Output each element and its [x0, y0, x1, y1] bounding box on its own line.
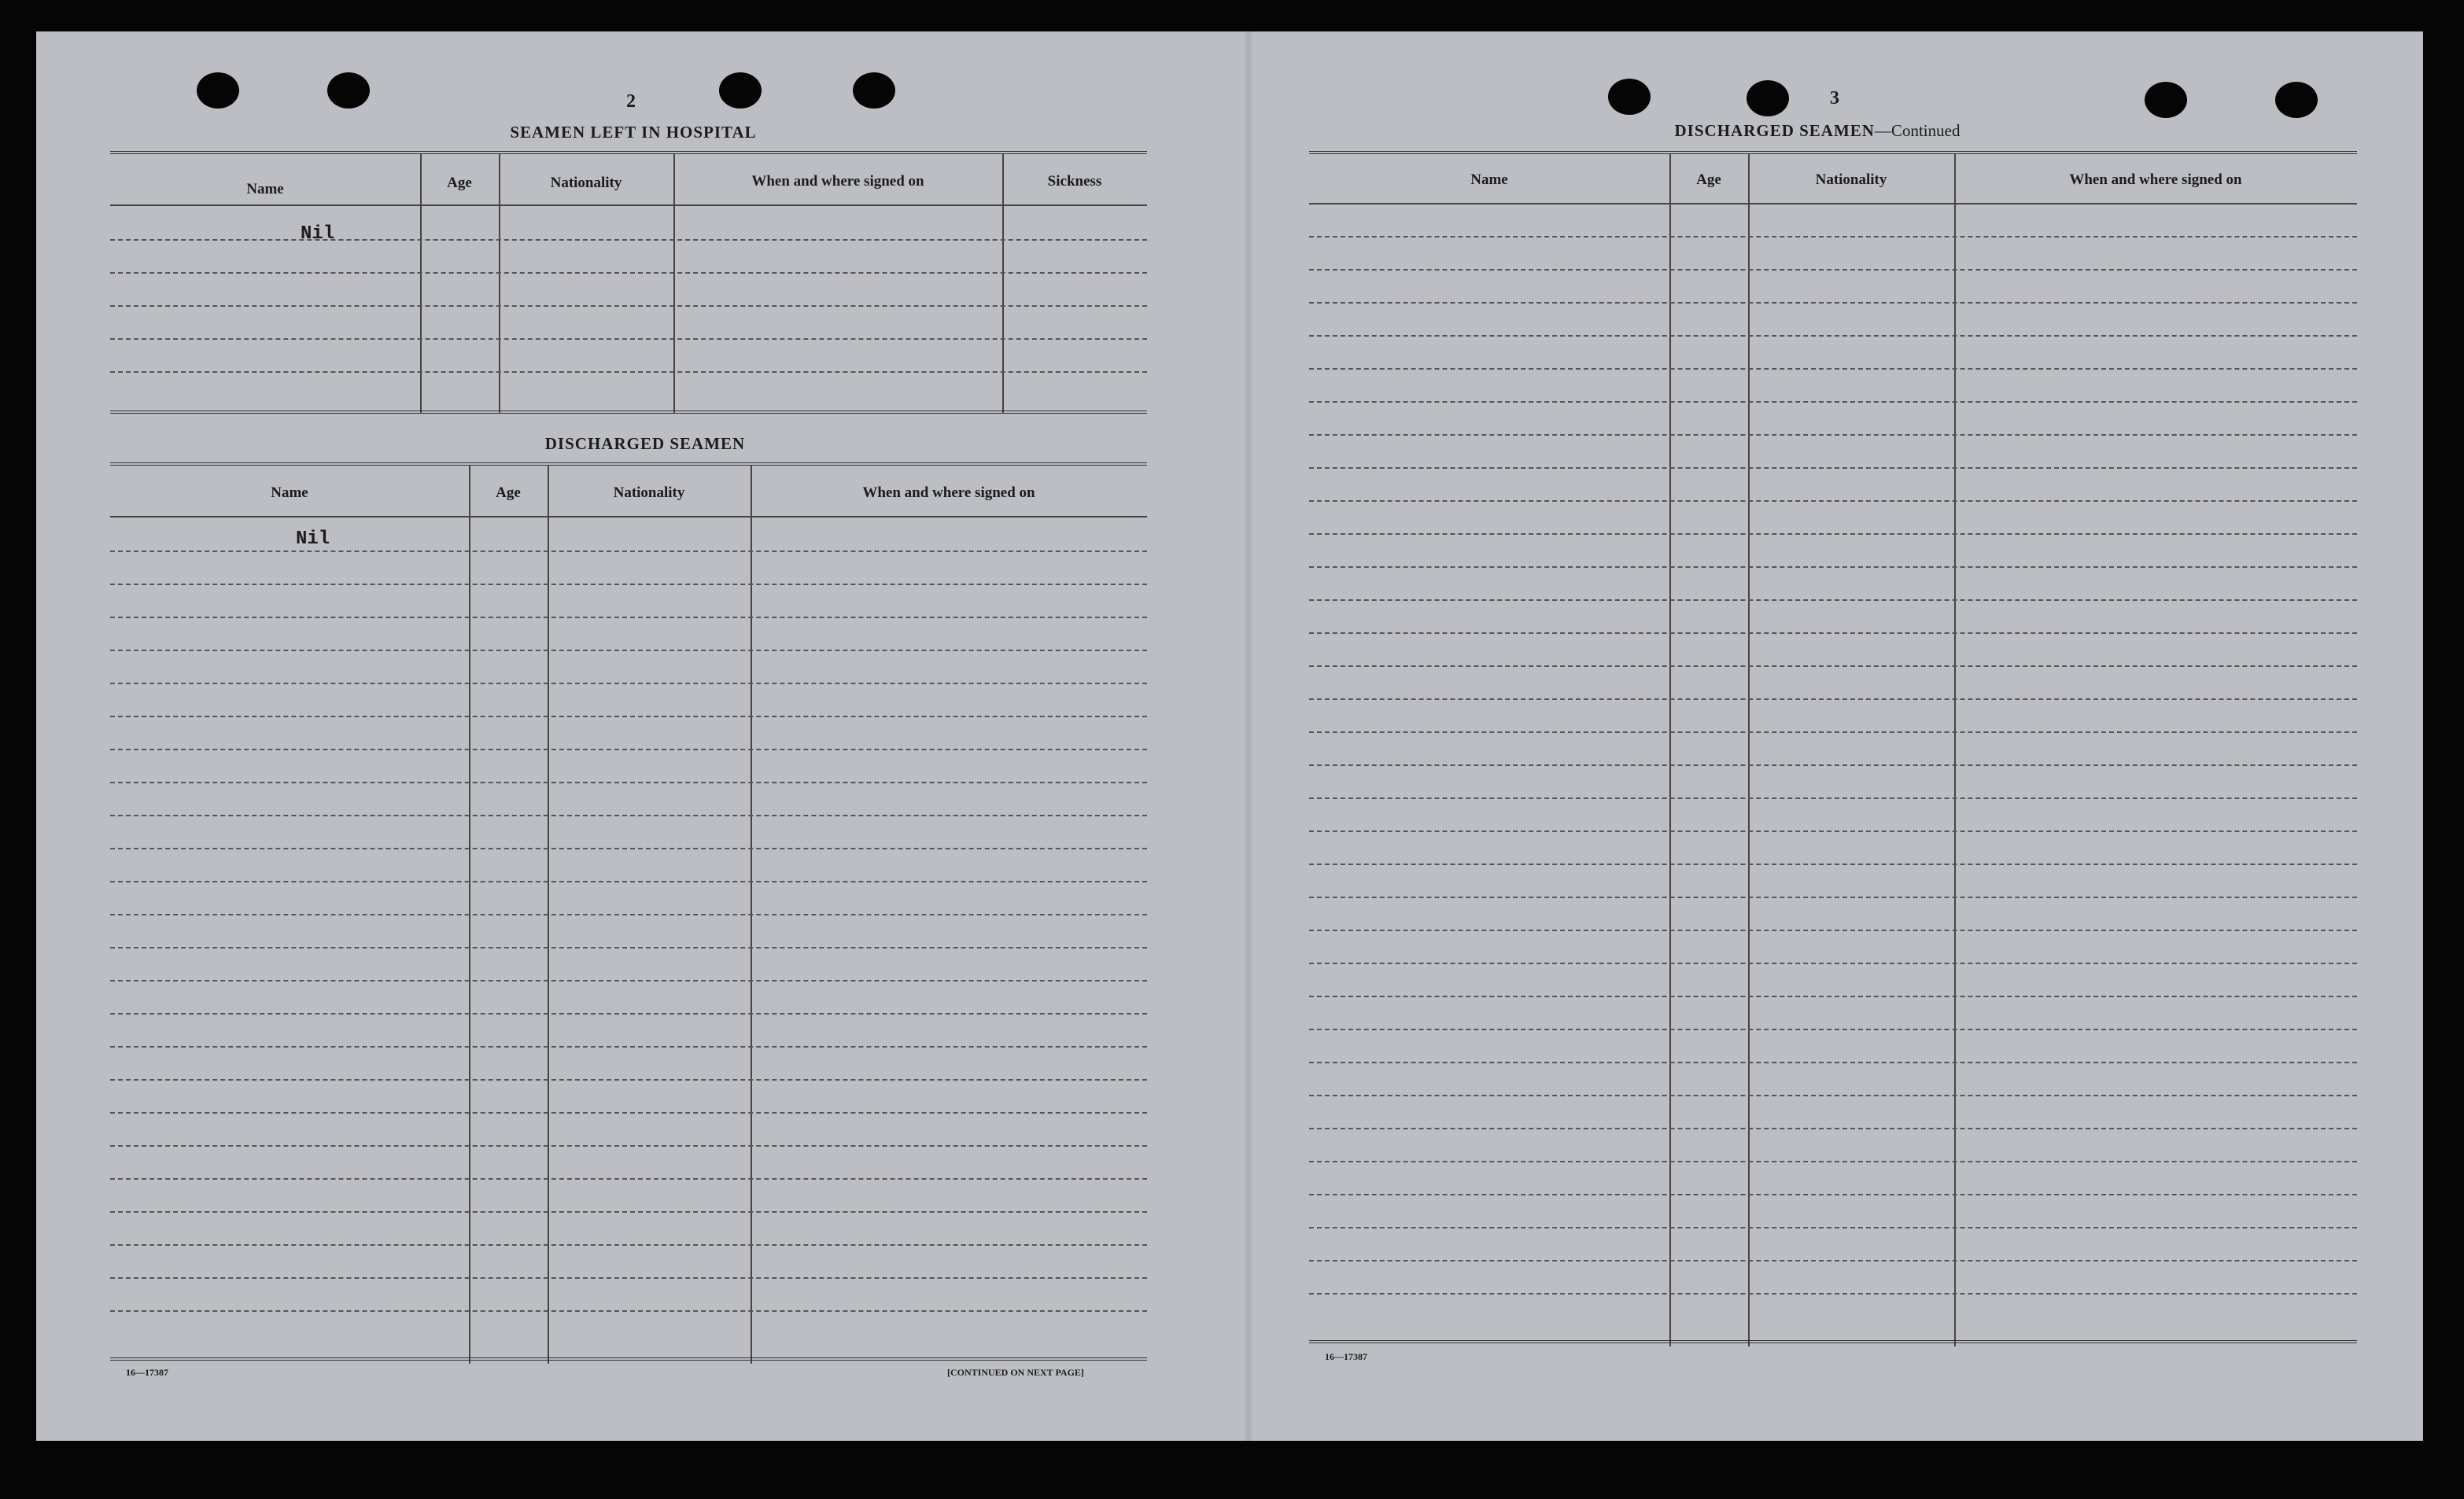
column-header-nationality: Nationality: [613, 484, 685, 501]
discharged-section-title: DISCHARGED SEAMEN: [544, 434, 746, 453]
column-header-name: Name: [246, 181, 284, 197]
continued-note: [CONTINUED ON NEXT PAGE]: [947, 1367, 1084, 1378]
column-header-signed-on: When and where signed on: [862, 484, 1035, 501]
hospital-entry-name: Nil: [301, 223, 335, 245]
column-header-sickness: Sickness: [1047, 173, 1102, 190]
discharged-table-left: [110, 462, 1147, 1364]
punch-hole: [2275, 82, 2318, 118]
form-number-right: 16—17387: [1325, 1351, 1367, 1362]
column-header-nationality: Nationality: [550, 175, 622, 191]
column-header-name: Name: [1470, 171, 1508, 188]
column-header-signed-on: When and where signed on: [2069, 171, 2242, 188]
column-header-nationality: Nationality: [1815, 171, 1887, 188]
punch-hole: [2145, 82, 2187, 118]
page-number-left: 2: [626, 91, 636, 112]
punch-hole: [197, 72, 239, 109]
page-fold: [1245, 31, 1252, 1441]
discharged-entry-name: Nil: [296, 529, 330, 550]
punch-hole: [327, 72, 370, 109]
punch-hole: [1747, 80, 1789, 116]
punch-hole: [1608, 79, 1651, 115]
column-header-age: Age: [496, 484, 521, 501]
column-header-age: Age: [447, 175, 472, 191]
column-header-signed-on: When and where signed on: [751, 173, 924, 190]
hospital-table: [110, 151, 1147, 414]
discharged-table-right: [1309, 151, 2357, 1346]
page-number-right: 3: [1830, 88, 1839, 109]
title-suffix: —Continued: [1874, 121, 1961, 140]
discharged-continued-title: [1621, 121, 2014, 141]
punch-hole: [719, 72, 762, 109]
column-header-name: Name: [271, 484, 308, 501]
hospital-section-title: SEAMEN LEFT IN HOSPITAL: [510, 123, 757, 142]
form-number-left: 16—17387: [126, 1367, 168, 1378]
column-header-age: Age: [1696, 171, 1721, 188]
title-main: DISCHARGED SEAMEN: [1674, 121, 1875, 140]
punch-hole: [853, 72, 895, 109]
